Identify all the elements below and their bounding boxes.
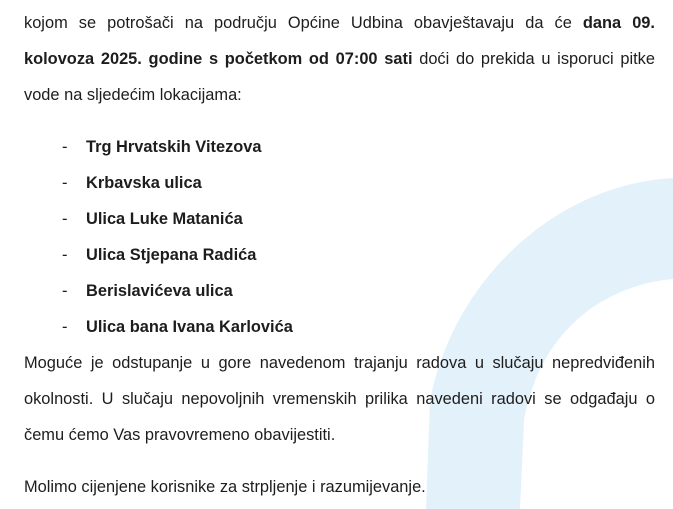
intro-text: kojom se potrošači na području Općine Udbina obavještavaju da će xyxy=(24,14,583,32)
notice-body xyxy=(24,0,655,505)
location-name: Berislavićeva ulica xyxy=(86,282,233,300)
thanks-note: Molimo cijenjene korisnike za strpljenje i razumijevanje. xyxy=(24,478,426,496)
list-dash: - xyxy=(62,138,68,156)
intro-paragraph xyxy=(24,5,655,113)
locations-list xyxy=(24,129,655,345)
list-dash: - xyxy=(62,318,68,336)
deviation-note: Moguće je odstupanje u gore navedenom trajanju radova u slučaju nepredviđenih okolnosti. U slučaju nepovoljnih vremenskih prilika navedeni radovi se odgađaju o čemu ćemo Vas pravovremeno obavijestiti. xyxy=(24,354,655,444)
location-name: Ulica Stjepana Radića xyxy=(86,246,257,264)
intro-rest: doći do prekida u isporuci pitke vode na sljedećim lokacijama: xyxy=(24,50,655,104)
list-dash: - xyxy=(62,174,68,192)
location-name: Ulica Luke Matanića xyxy=(86,210,243,228)
list-item xyxy=(24,201,655,237)
list-dash: - xyxy=(62,210,68,228)
location-name: Ulica bana Ivana Karlovića xyxy=(86,318,293,336)
list-dash: - xyxy=(62,246,68,264)
list-item xyxy=(24,165,655,201)
list-item xyxy=(24,237,655,273)
list-item xyxy=(24,129,655,165)
location-name: Krbavska ulica xyxy=(86,174,202,192)
list-dash: - xyxy=(62,282,68,300)
outage-date-time: dana 09. kolovoza 2025. godine s početkom od 07:00 sati xyxy=(24,14,655,68)
list-item xyxy=(24,309,655,345)
list-item xyxy=(24,273,655,309)
location-name: Trg Hrvatskih Vitezova xyxy=(86,138,262,156)
